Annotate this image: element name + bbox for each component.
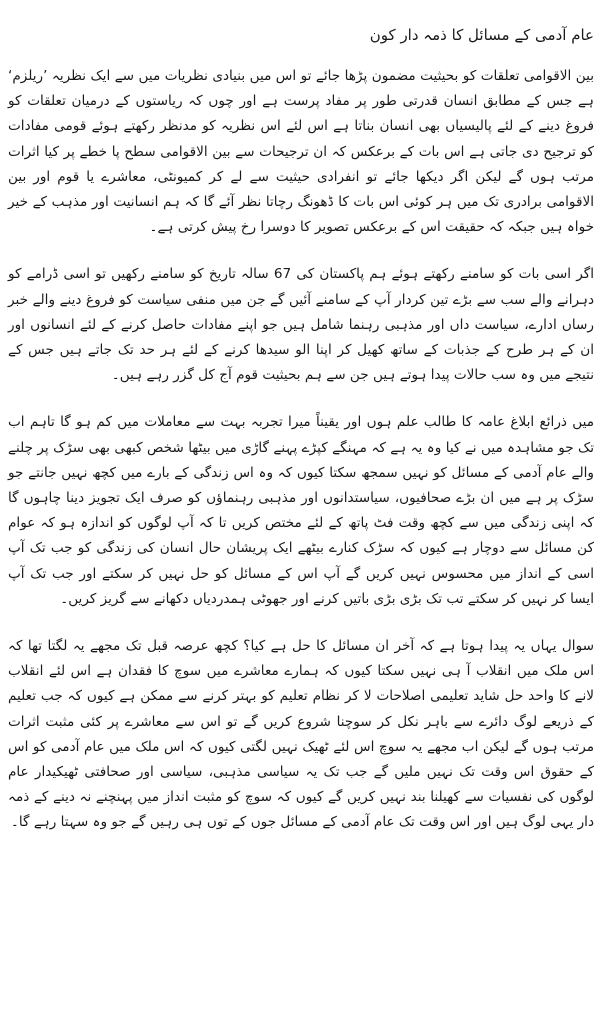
article-paragraph-1: بین الاقوامی تعلقات کو بحیثیت مضمون پڑھا جائے تو اس میں بنیادی نظریات میں سے ایک نظریہ ’ریلزم‘ ہے جس کے مطابق انسان قدرتی طور پر مفاد پرست ہے اور چوں کہ ریاستوں کے درمیان تعلقات کو فروغ دینے کے لئے پالیسیاں بھی انسان بناتا ہے اس لئے اس نظریہ کو مدنظر رکھتے ہوئے قومی مفادات کو ترجیح دی جاتی ہے اس بات کے برعکس کہ ان ترجیحات سے بین الاقوامی سطح پا خطے پر کیا اثرات مرتب ہوں گے لیکن اگر دیکھا جائے تو انفرادی حیثیت سے لے کر کمیونٹی، معاشرے یا قوم اور بین الاقوامی برادری تک میں ہر کوئی اس بات کا ڈھونگ رچاتا نظر آئے گا کہ ہم انسانیت اور مذہب کے خیر خواہ ہیں جبکہ کہ حقیقت اس کے برعکس تصویر کا دوسرا رخ پیش کرتی ہے۔ (8, 68, 594, 236)
article-paragraph-2: اگر اسی بات کو سامنے رکھتے ہوئے ہم پاکستان کی 67 سالہ تاریخ کو سامنے رکھیں تو اسی ڈرامے کو دہرانے والے سب سے بڑے تین کردار آپ کے سامنے آئیں گے جن میں منفی سیاست کو فروغ دینے والے خبر رساں ادارے، سیاست داں اور مذہبی رہنما شامل ہیں جو اپنے مفادات حاصل کرنے کے لئے انسانوں اور ان کے ہر طرح کے جذبات کے ساتھ کھیل کر اپنا الو سیدھا کرنے کے لئے ہر حد تک جاتے ہیں جس کے نتیجے میں وہ سب حالات پیدا ہوتے ہیں جن سے ہم بحیثیت قوم آج کل گزر رہے ہیں۔ (8, 266, 594, 384)
article-title: عام آدمی کے مسائل کا ذمہ دار کون (369, 26, 594, 44)
article-paragraph-3: میں ذرائع ابلاغ عامہ کا طالب علم ہوں اور یقیناً میرا تجربہ بہت سے معاملات میں کم ہو گا تاہم اب تک جو مشاہدہ میں نے کیا وہ یہ ہے کہ مہنگے کپڑے پہنے گاڑی میں بیٹھا شخص کبھی بھی سڑک پر چلنے والے عام آدمی کے مسائل کو نہیں سمجھ سکتا کیوں کہ وہ اس زندگی کے بارے میں کچھ نہیں جانتے جو سڑک پر ہے میں ان بڑے صحافیوں، سیاستدانوں اور مذہبی رہنماؤں کو صرف ایک تجویز دینا چاہوں گا کہ اپنی زندگی میں سے کچھ وقت فٹ پاتھ کے لئے مختص کریں تا کہ آپ لوگوں کو اندازہ ہو کہ عوام کن مسائل سے دوچار ہے کیوں کہ سڑک کنارے بیٹھے ایک پریشان حال انسان کی زندگی کو جب تک آپ اسی کے انداز میں محسوس نہیں کریں گے آپ اس کے مسائل کو حل نہیں کر سکتے اور جب تک آپ ایسا کر نہیں کر سکتے تب تک بڑی بڑی باتیں کرنے اور جھوٹی ہمدردیاں دکھانے سے گریز کریں۔ (8, 414, 594, 607)
article-paragraph-4: سوال یہاں یہ پیدا ہوتا ہے کہ آخر ان مسائل کا حل ہے کیا؟ کچھ عرصہ قبل تک مجھے یہ لگتا تھا کہ اس ملک میں انقلاب آ ہی نہیں سکتا کیوں کہ ہمارے معاشرے میں سوچ کا فقدان ہے اس لئے انقلاب لانے کا واحد حل شاید تعلیمی اصلاحات لا کر نظام تعلیم کو بہتر کرنے سے ممکن ہے کیوں کہ جب تعلیم کے ذریعے لوگ دائرے سے باہر نکل کر سوچنا شروع کریں گے تو اس سے معاشرے پر کئی مثبت اثرات مرتب ہوں گے لیکن اب مجھے یہ سوچ اس لئے ٹھیک نہیں لگتی کیوں کہ اس ملک میں عام آدمی کو اس کے حقوق اس وقت تک نہیں ملیں گے جب تک یہ سیاسی مذہبی، سیاسی اور صحافتی ٹھیکیدار عام لوگوں کی نفسیات سے کھیلنا بند نہیں کریں گے کیوں کہ سوچ کو مثبت انداز میں پہنچنے نہ دینے کے ذمہ دار یہی لوگ ہیں اور اس وقت تک عام آدمی کے مسائل جوں کے توں ہی رہیں گے جو وہ سہتا رہے گا۔ (8, 638, 594, 831)
